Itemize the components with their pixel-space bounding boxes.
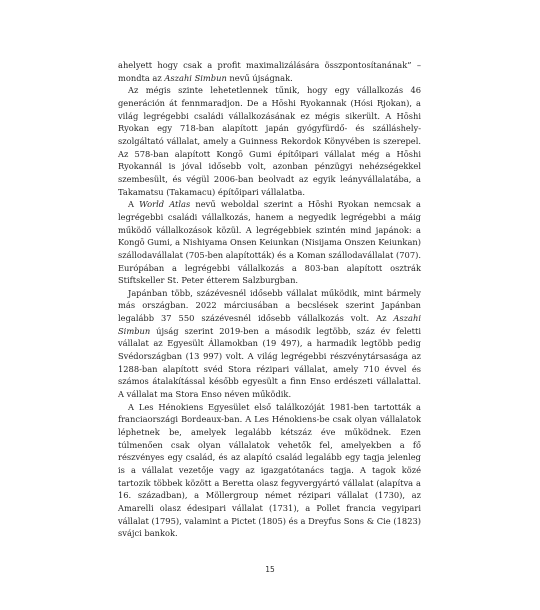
body-text — [118, 59, 421, 540]
text-run: nevű újságnak. — [226, 72, 293, 83]
text-run: A — [128, 199, 140, 210]
paragraph — [118, 198, 421, 287]
paragraph — [118, 84, 421, 198]
text-run: nevű weboldal szerint a Hōshi Ryokan nemcsak a legrégebbi családi vállalkozás, hanem a negyedik legrégebbi a máig működő vállalkozások közül. A legrégebbiek szintén mind japánok: a Kongō Gumi, a Nishiyama Onsen Keiunkan (Nisijama Onszen Keiunkan) szállodavállalat (705-ben alapították) és a Koman szállodavállalat (707). Európában a legrégebbi vállalkozás a 803-ban alapított osztrák Stiftskeller St. Peter étterem Salzburgban. — [118, 199, 421, 286]
text-run: Japánban több, százévesnél idősebb vállalat működik, mint bármely más országban. 2022 márciusában a becslések szerint Japánban legalább 37 550 százévesnél idősebb vállalkozás volt. Az — [118, 287, 421, 324]
text-run: A Les Hénokiens Egyesület első találkozóját 1981-ben tartották a franciaországi Bordeaux-ban. A Les Hénokiens-be csak olyan vállalatok léphetnek be, amelyek legalább kétszáz éve működnek. Ezen túlmenően csak olyan vállalatok vehetők fel, amelyekben a fő részvényes egy család, és az alapító család legalább egy tagja jelenleg is a vállalat vezetője vagy az igazgatótanács tagja. A tagok közé tartozik többek között a Beretta olasz fegyvergyártó vállalat (alapítva a 16. században), a Möllergroup német rézipari vállalat (1730), az Amarelli olasz édesipari vállalat (1731), a Pollet francia vegyipari vállalat (1795), valamint a Pictet (1805) és a Dreyfus Sons & Cie (1823) svájci bankok. — [118, 401, 421, 539]
text-run: Az mégis szinte lehetetlennek tűnik, hogy egy vállalkozás 46 generáción át fennmaradjon. De a Hōshi Ryokannak (Hósi Rjokan), a világ legrégebbi családi vállalkozásának ez mégis sikerült. A Hōshi Ryokan egy 718-ban alapított japán gyógyfürdő- és szálláshely-szolgáltató vállalat, amely a Guinness Rekordok Könyvében is szerepel. Az 578-ban alapított Kongō Gumi építőipari vállalat még a Hōshi Ryokannál is jóval idősebb volt, azonban pénzügyi nehézségekkel szembesült, és végül 2006-ban beolvadt az egyik leányvállalatába, a Takamatsu (Takamacu) építőipari vállalatba. — [118, 85, 421, 197]
paragraph — [118, 59, 421, 84]
italic-title: World Atlas — [139, 199, 191, 210]
italic-title: Aszahi Simbun — [118, 313, 421, 336]
paragraph — [118, 401, 421, 540]
text-run: ahelyett hogy csak a profit maximalizálására összpontosítanának” – mondta az — [118, 60, 421, 83]
text-run: újság szerint 2019-ben a második legtöbb, száz év feletti vállalat az Egyesült Államokban (19 497), a harmadik legtöbb pedig Svédországban (13 997) volt. A világ legrégebbi részvénytársasága az 1288-ban alapított svéd Stora rézipari vállalat, amely 710 évvel és számos átalakítással később egyesült a finn Enso erdészeti vállalattal. A vállalat ma Stora Enso néven működik. — [118, 325, 421, 400]
paragraph — [118, 287, 421, 401]
page-number: 15 — [265, 565, 275, 574]
italic-title: Aszahi Simbun — [164, 72, 227, 83]
